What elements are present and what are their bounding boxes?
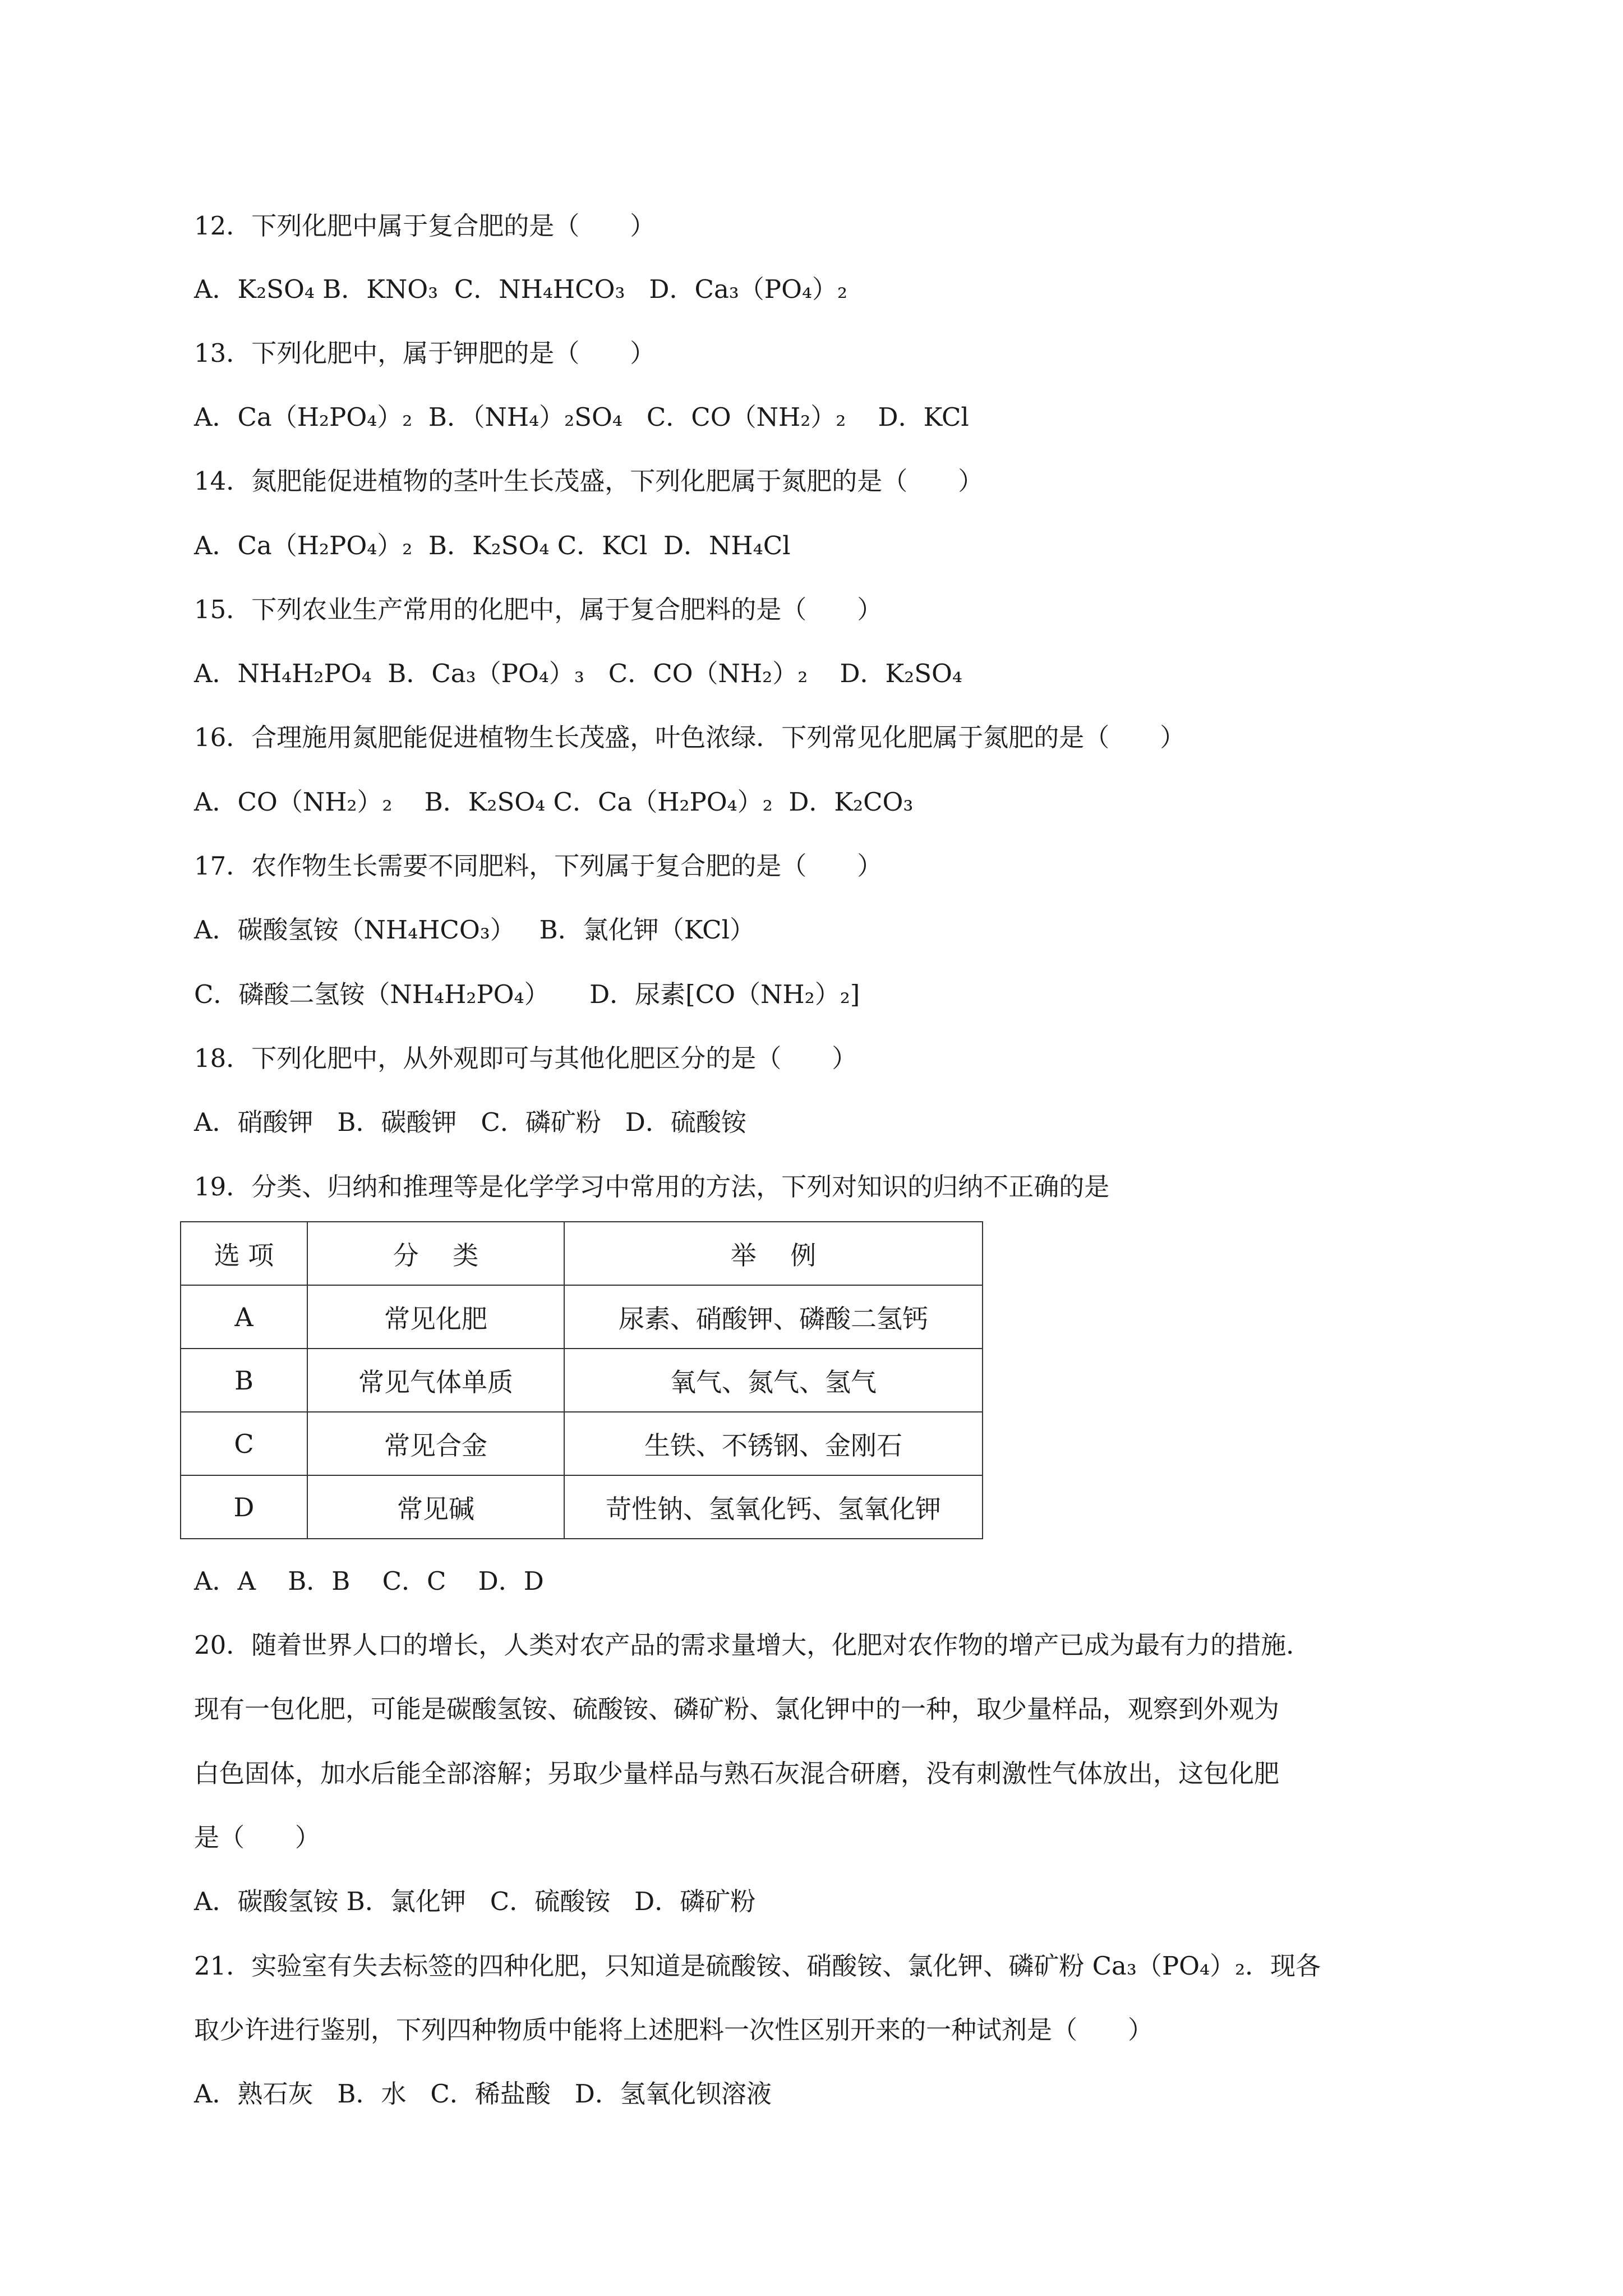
q21-options: A．熟石灰 B．水 C．稀盐酸 D．氢氧化钡溶液 xyxy=(194,2079,772,2109)
table-row xyxy=(181,1285,983,1349)
q18-stem: 18．下列化肥中，从外观即可与其他化肥区分的是（ ） xyxy=(194,1043,857,1073)
table-cell: 生铁、不锈钢、金刚石 xyxy=(564,1412,983,1475)
q12-options: A．K₂SO₄ B．KNO₃ C．NH₄HCO₃ D．Ca₃（PO₄）₂ xyxy=(194,274,848,304)
classification-table xyxy=(180,1221,983,1539)
q13-stem: 13．下列化肥中，属于钾肥的是（ ） xyxy=(194,338,656,368)
table-row xyxy=(181,1412,983,1475)
q21-line-2: 取少许进行鉴别，下列四种物质中能将上述肥料一次性区别开来的一种试剂是（ ） xyxy=(194,2015,1154,2045)
table-row xyxy=(181,1475,983,1539)
table-cell: 常见碱 xyxy=(307,1475,564,1539)
table-row xyxy=(181,1349,983,1412)
q20-line-1: 20．随着世界人口的增长，人类对农产品的需求量增大，化肥对农作物的增产已成为最有力的措施． xyxy=(194,1630,1312,1660)
table-header-row xyxy=(181,1222,983,1285)
q20-line-4: 是（ ） xyxy=(194,1823,321,1852)
table-cell: 常见合金 xyxy=(307,1412,564,1475)
table-cell: B xyxy=(181,1349,307,1412)
table-cell: 尿素、硝酸钾、磷酸二氢钙 xyxy=(564,1285,983,1349)
q18-options: A．硝酸钾 B．碳酸钾 C．磷矿粉 D．硫酸铵 xyxy=(194,1107,746,1137)
q17-stem: 17．农作物生长需要不同肥料，下列属于复合肥的是（ ） xyxy=(194,851,883,881)
q20-line-3: 白色固体，加水后能全部溶解；另取少量样品与熟石灰混合研磨，没有刺激性气体放出，这包化肥 xyxy=(194,1759,1280,1788)
q14-stem: 14．氮肥能促进植物的茎叶生长茂盛，下列化肥属于氮肥的是（ ） xyxy=(194,466,984,496)
q15-stem: 15．下列农业生产常用的化肥中，属于复合肥料的是（ ） xyxy=(194,595,883,624)
table-cell: 常见气体单质 xyxy=(307,1349,564,1412)
table-cell: 氧气、氮气、氢气 xyxy=(564,1349,983,1412)
table-cell: 苛性钠、氢氧化钙、氢氧化钾 xyxy=(564,1475,983,1539)
table-header-cell: 举 例 xyxy=(564,1222,983,1285)
q13-options: A．Ca（H₂PO₄）₂ B．（NH₄）₂SO₄ C．CO（NH₂）₂ D．KCl xyxy=(194,402,969,432)
q20-line-2: 现有一包化肥，可能是碳酸氢铵、硫酸铵、磷矿粉、氯化钾中的一种，取少量样品，观察到外观为 xyxy=(194,1694,1280,1724)
table-cell: D xyxy=(181,1475,307,1539)
q16-stem: 16．合理施用氮肥能促进植物生长茂盛，叶色浓绿．下列常见化肥属于氮肥的是（ ） xyxy=(194,723,1186,752)
q16-options: A．CO（NH₂）₂ B．K₂SO₄ C．Ca（H₂PO₄）₂ D．K₂CO₃ xyxy=(194,787,914,817)
q17-options-row1: A．碳酸氢铵（NH₄HCO₃） B．氯化钾（KCl） xyxy=(194,915,755,945)
table-cell: C xyxy=(181,1412,307,1475)
q14-options: A．Ca（H₂PO₄）₂ B．K₂SO₄ C．KCl D．NH₄Cl xyxy=(194,531,791,560)
table-cell: A xyxy=(181,1285,307,1349)
q20-options: A．碳酸氢铵 B．氯化钾 C．硫酸铵 D．磷矿粉 xyxy=(194,1887,756,1916)
q12-stem: 12．下列化肥中属于复合肥的是（ ） xyxy=(194,211,656,241)
table-header-cell: 分 类 xyxy=(307,1222,564,1285)
q19-options: A．A B．B C．C D．D xyxy=(194,1566,544,1596)
q19-stem: 19．分类、归纳和推理等是化学学习中常用的方法，下列对知识的归纳不正确的是 xyxy=(194,1172,1110,1202)
table-cell: 常见化肥 xyxy=(307,1285,564,1349)
q15-options: A．NH₄H₂PO₄ B．Ca₃（PO₄）₃ C．CO（NH₂）₂ D．K₂SO₄ xyxy=(194,659,962,688)
q17-options-row2: C．磷酸二氢铵（NH₄H₂PO₄） D．尿素[CO（NH₂）₂] xyxy=(194,979,860,1009)
table-header-cell: 选 项 xyxy=(181,1222,307,1285)
q21-line-1: 21．实验室有失去标签的四种化肥，只知道是硫酸铵、硝酸铵、氯化钾、磷矿粉 Ca₃（PO₄）₂．现各 xyxy=(194,1951,1321,1981)
